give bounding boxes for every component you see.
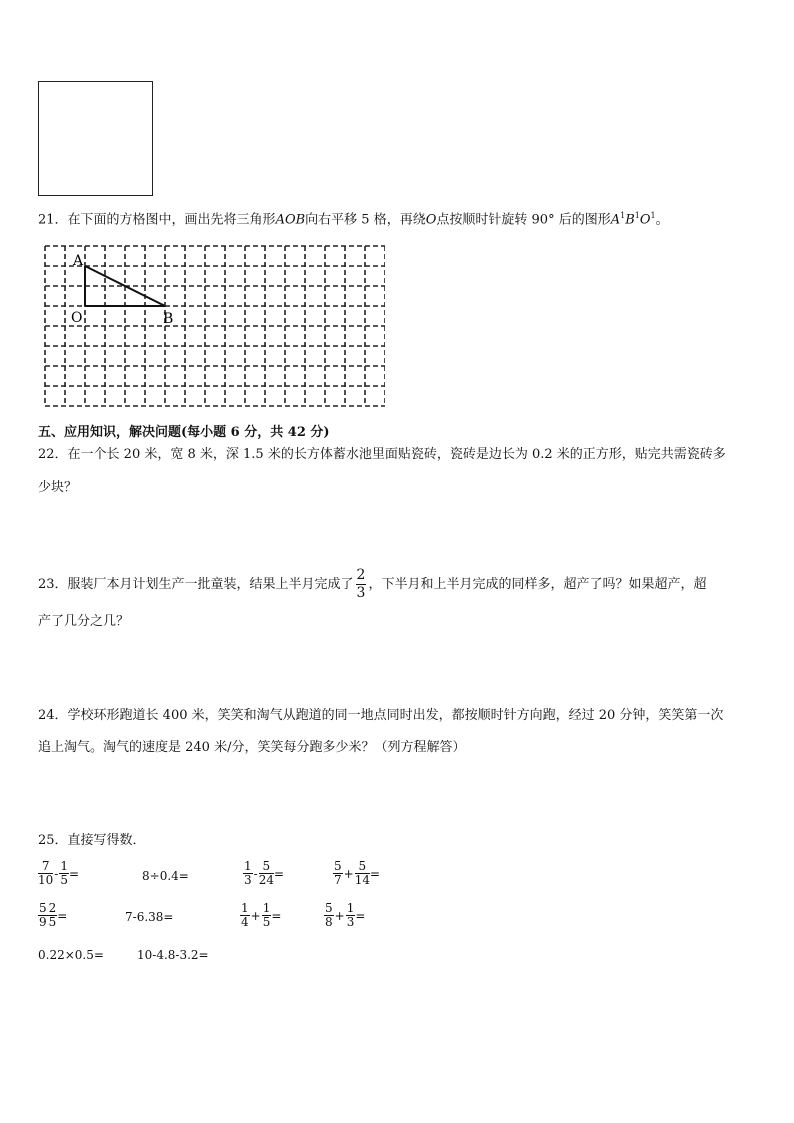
equals: = [57,908,68,923]
q25-item-r2c3 [240,902,281,929]
equals: = [355,908,366,923]
q24-line-2: 追上淘气。淘气的速度是 240 米/分，笑笑每分跑多少米？（列方程解答） [38,740,466,755]
denominator: 4 [241,915,249,929]
q23-fraction [356,567,367,602]
numerator: 1 [244,859,252,873]
q21-result-a: A [610,212,621,228]
q21-shape-name: AOB [275,212,306,228]
fraction [324,902,334,929]
q21-result-b: B [625,212,635,228]
equals: = [271,908,282,923]
q23-line-2: 产了几分之几？ [38,614,130,629]
fraction [59,860,69,887]
fraction [333,860,343,887]
fraction [243,860,253,887]
equals: = [369,866,381,881]
numerator: 5 [259,860,274,874]
q21-point: O [425,212,437,228]
denominator: 5 [60,873,68,887]
operator: + [250,908,261,923]
q25-item-r2c1 [38,902,67,929]
numerator: 5 [334,859,342,873]
q23-line-1 [38,567,706,602]
q21-text-b: 向右平移 5 格，再绕 [305,212,426,228]
q23-frac-numerator: 2 [356,567,366,583]
q25-item-r2c2: 7-6.38= [125,910,174,924]
numerator: 5 [325,901,333,915]
fraction [240,902,250,929]
numerator: 5 [39,901,47,915]
numerator: 7 [38,860,53,874]
denominator: 7 [334,873,342,887]
denominator: 14 [354,873,370,887]
denominator: 10 [38,873,54,887]
q21-text-c: 点按顺时针旋转 90° 后的图形 [436,212,611,228]
q21-sup-2: 1 [634,211,640,220]
numerator: 1 [60,859,68,873]
q21-result-c: O [639,212,651,228]
q21-end: 。 [655,212,669,228]
q25-item-r3c1: 0.22×0.5= [38,948,104,962]
denominator: 8 [325,915,333,929]
q23-text-b: ，下半月和上半月完成的同样多，超产了吗？如果超产，超 [368,576,707,592]
operator: - [253,866,258,881]
q21-text-a: 在下面的方格图中，画出先将三角形 [67,212,276,228]
fraction [355,860,370,887]
q25-item-r3c2: 10-4.8-3.2= [137,948,209,962]
q25-item-r2c4 [324,902,365,929]
operator: + [343,866,354,881]
fraction [262,902,272,929]
section-5-heading: 五、应用知识，解决问题(每小题 6 分，共 42 分) [38,425,330,440]
grid-label-a: A [73,253,84,269]
q21-number: 21． [38,212,68,228]
dashed-grid [45,246,385,406]
numerator: 1 [346,901,355,915]
numerator: 1 [262,901,271,915]
question-21 [38,207,669,229]
fraction [48,902,58,929]
q24-line-1: 24．学校环形跑道长 400 米，笑笑和淘气从跑道的同一地点同时出发，都按顺时针方向跑，经过 20 分钟，笑笑第一次 [38,708,724,723]
q21-sup-1: 1 [620,211,626,220]
equals: = [68,866,80,881]
q25-item-r1c2: 8÷0.4= [142,869,189,883]
numerator: 1 [241,901,249,915]
q22-line-2: 少块？ [38,480,78,495]
q25-item-r1c4 [333,860,380,887]
equals: = [273,866,285,881]
q21-sup-3: 1 [650,211,656,220]
q25-item-r1c3 [243,860,284,887]
denominator: 9 [39,915,47,929]
q25-title: 25．直接写得数． [38,833,146,848]
denominator: 3 [346,915,355,929]
operator: + [334,908,345,923]
denominator: 3 [244,873,252,887]
q22-line-1: 22．在一个长 20 米，宽 8 米，深 1.5 米的长方体蓄水池里面贴瓷砖，瓷砖是边长为 0.2 米的正方形，贴完共需瓷砖多 [38,447,726,462]
grid-label-b: B [163,311,174,327]
denominator: 24 [258,873,274,887]
grid-figure [40,244,385,410]
fraction [346,902,356,929]
blank-figure-box [38,81,153,196]
fraction [38,860,53,887]
denominator: 5 [262,915,271,929]
numerator: 5 [355,860,370,874]
q23-frac-denominator: 3 [356,585,366,601]
numerator: 2 [48,901,57,915]
denominator: 5 [48,915,57,929]
grid-label-o: O [71,310,83,326]
q25-item-r1c1 [38,860,79,887]
operator: - [54,866,59,881]
fraction [38,902,48,929]
q23-text-a: 23．服装厂本月计划生产一批童装，结果上半月完成了 [38,576,354,592]
fraction [259,860,274,887]
